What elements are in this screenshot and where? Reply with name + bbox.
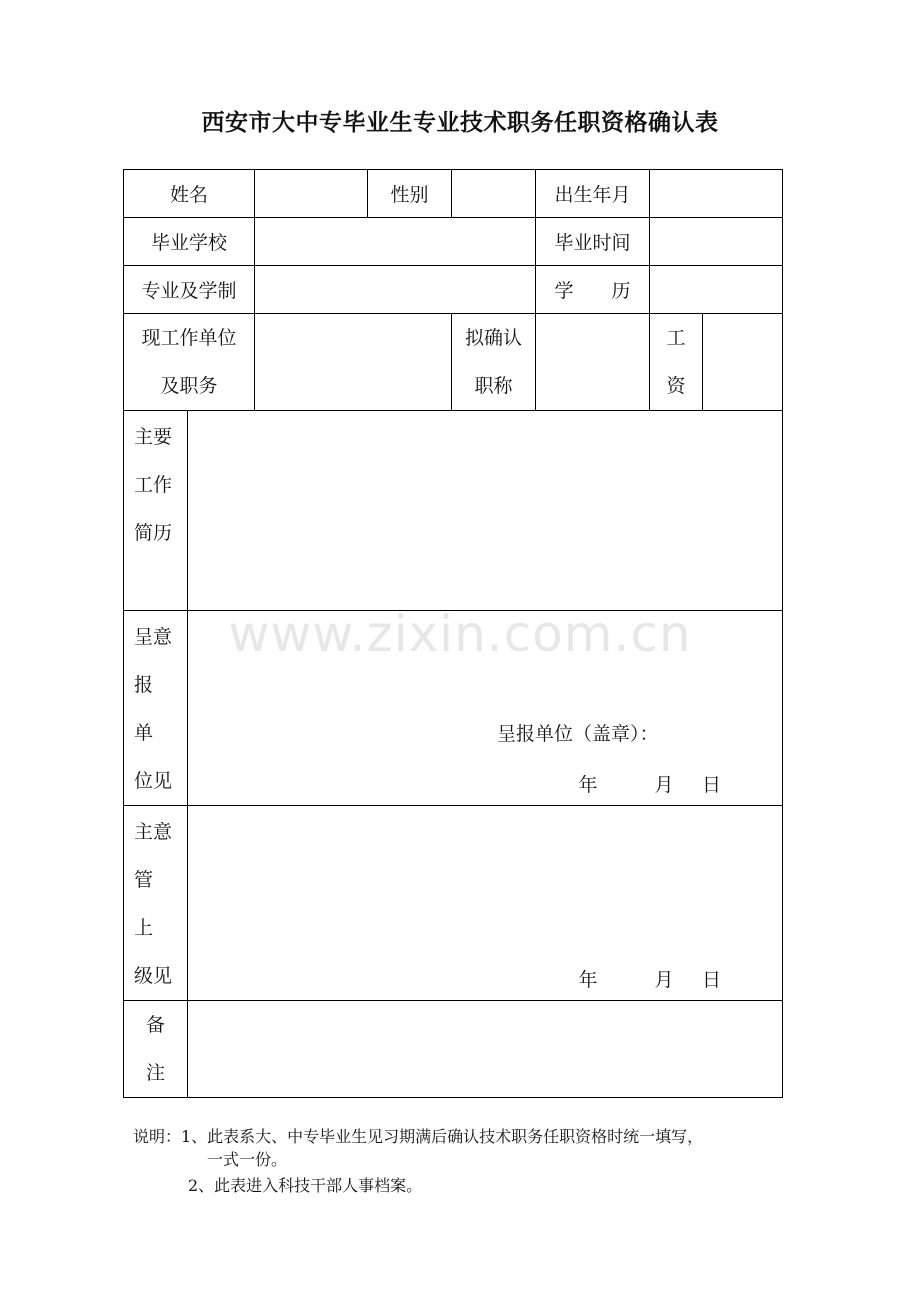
unit-opinion-label-line1: 呈意 bbox=[134, 626, 173, 648]
salary-label-line2: 资 bbox=[666, 375, 686, 397]
salary-label bbox=[650, 314, 703, 411]
unit-stamp-label: 呈报单位（盖章）： bbox=[497, 723, 659, 745]
supervisor-opinion-date bbox=[550, 965, 721, 992]
unit-opinion-label bbox=[124, 611, 188, 806]
notes bbox=[133, 1125, 793, 1197]
supervisor-opinion-label-line2: 管 bbox=[134, 869, 154, 891]
salary-label-line1: 工 bbox=[666, 327, 686, 349]
education-field[interactable] bbox=[650, 266, 783, 314]
row-major bbox=[124, 266, 783, 314]
unit-opinion-label-line4: 位见 bbox=[134, 770, 173, 792]
resume-label-line2: 工作 bbox=[134, 474, 173, 496]
date-year: 年 bbox=[578, 969, 598, 991]
proposed-title-label-line2: 职称 bbox=[474, 375, 513, 397]
row-supervisor-opinion bbox=[124, 806, 783, 1001]
resume-label-line1: 主要 bbox=[134, 426, 173, 448]
supervisor-opinion-label-line3: 上 bbox=[134, 917, 154, 939]
row-remarks bbox=[124, 1001, 783, 1098]
grad-time-label: 毕业时间 bbox=[536, 218, 650, 266]
note-line-3: 2、此表进入科技干部人事档案。 bbox=[188, 1176, 423, 1195]
unit-opinion-field[interactable] bbox=[188, 611, 783, 806]
birth-field[interactable] bbox=[650, 170, 783, 218]
date-day: 日 bbox=[702, 969, 722, 991]
supervisor-opinion-label-line4: 级见 bbox=[134, 965, 173, 987]
row-unit-opinion bbox=[124, 611, 783, 806]
row-school bbox=[124, 218, 783, 266]
supervisor-opinion-label bbox=[124, 806, 188, 1001]
note-line-1: 说明：1、此表系大、中专毕业生见习期满后确认技术职务任职资格时统一填写， bbox=[133, 1127, 704, 1146]
resume-label-line3: 简历 bbox=[134, 522, 173, 544]
unit-opinion-label-line3: 单 bbox=[134, 722, 154, 744]
proposed-title-label-line1: 拟确认 bbox=[465, 327, 523, 349]
unit-opinion-label-line2: 报 bbox=[134, 674, 154, 696]
proposed-title-label bbox=[452, 314, 536, 411]
remarks-label-line2: 注 bbox=[145, 1062, 165, 1084]
salary-field[interactable] bbox=[703, 314, 783, 411]
row-employer bbox=[124, 314, 783, 411]
remarks-label bbox=[124, 1001, 188, 1098]
date-month: 月 bbox=[654, 969, 674, 991]
remarks-field[interactable] bbox=[188, 1001, 783, 1098]
education-label: 学 历 bbox=[536, 266, 650, 314]
row-basic-info bbox=[124, 170, 783, 218]
remarks-label-line1: 备 bbox=[145, 1014, 165, 1036]
proposed-title-field[interactable] bbox=[536, 314, 650, 411]
confirmation-form-table bbox=[123, 169, 783, 1098]
name-field[interactable] bbox=[255, 170, 368, 218]
name-label: 姓名 bbox=[124, 170, 255, 218]
page-title: 西安市大中专毕业生专业技术职务任职资格确认表 bbox=[201, 109, 719, 136]
supervisor-opinion-field[interactable] bbox=[188, 806, 783, 1001]
supervisor-opinion-label-line1: 主意 bbox=[134, 821, 173, 843]
row-resume bbox=[124, 411, 783, 611]
date-day: 日 bbox=[702, 774, 722, 796]
birth-label: 出生年月 bbox=[536, 170, 650, 218]
school-label: 毕业学校 bbox=[124, 218, 255, 266]
employer-field[interactable] bbox=[255, 314, 452, 411]
date-year: 年 bbox=[578, 774, 598, 796]
watermark: www.zixin.com.cn bbox=[228, 605, 692, 663]
resume-field[interactable] bbox=[188, 411, 783, 611]
date-month: 月 bbox=[654, 774, 674, 796]
resume-label bbox=[124, 411, 188, 611]
major-field[interactable] bbox=[255, 266, 536, 314]
employer-label bbox=[124, 314, 255, 411]
unit-opinion-date bbox=[550, 770, 721, 797]
note-line-2: 一式一份。 bbox=[207, 1150, 288, 1169]
gender-field[interactable] bbox=[452, 170, 536, 218]
gender-label: 性别 bbox=[368, 170, 452, 218]
grad-time-field[interactable] bbox=[650, 218, 783, 266]
major-label: 专业及学制 bbox=[124, 266, 255, 314]
employer-label-line2: 及职务 bbox=[160, 375, 218, 397]
school-field[interactable] bbox=[255, 218, 536, 266]
employer-label-line1: 现工作单位 bbox=[141, 327, 237, 349]
